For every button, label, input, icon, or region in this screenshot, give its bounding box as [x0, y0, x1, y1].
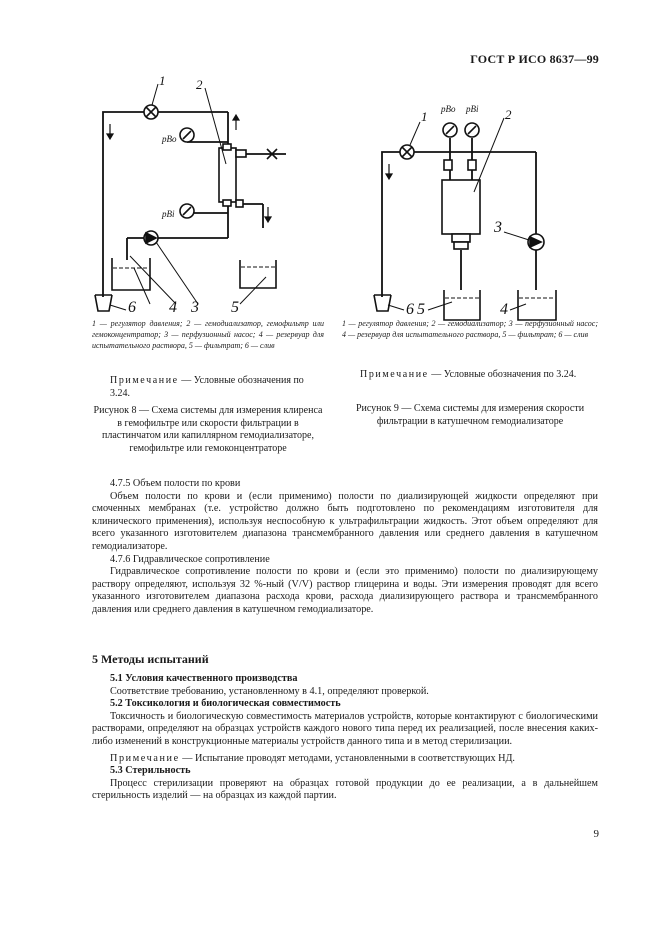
reservoir-icon	[112, 258, 150, 290]
pressure-regulator-icon	[400, 145, 414, 159]
filtrate-container-icon	[444, 290, 480, 320]
coil-dialyzer-icon	[442, 160, 480, 249]
pressure-gauge-icon	[180, 128, 194, 142]
subsection-4-7-5-title: 4.7.5 Объем полости по крови	[110, 478, 241, 489]
label-1: 1	[159, 73, 166, 88]
figure-8-note: Примечание — Условные обозначения по 3.24.	[110, 375, 304, 399]
figure-9-legend: 1 — регулятор давления; 2 — гемодиализатор; 3 — перфузионный насос; 4 — резервуар для испытательного раствора, 5 — фильтрат; 6 — слив	[342, 319, 598, 339]
subsection-4-7-6-title: 4.7.6 Гидравлическое сопротивление	[110, 553, 270, 565]
label-pbo: pBo	[162, 134, 177, 144]
label-4: 4	[500, 301, 508, 318]
section-5-heading: 5 Методы испытаний	[92, 652, 209, 666]
drain-icon	[95, 295, 112, 311]
figure-8-legend: 1 — регулятор давления; 2 — гемодиализатор, гемофильтр или гемоконцентратор; 3 — перфузионный насос; 4 — резервуар для испытательного раствора, 5 — фильтрат; 6 — слив	[92, 319, 324, 350]
figure-8-diagram	[90, 72, 330, 316]
pressure-regulator-icon	[144, 105, 158, 119]
label-pbi: pBi	[466, 104, 479, 114]
perfusion-pump-icon	[528, 234, 544, 250]
figure-8-caption: Рисунок 8 — Схема системы для измерения клиренса в гемофильтре или скорости фильтрации в пластинчатом или капиллярном гемодиализаторе, гемофильтре или гемоконцентраторе	[93, 405, 323, 454]
label-6: 6	[128, 299, 136, 316]
subsection-5-3-title: 5.3 Стерильность	[110, 765, 191, 777]
section-4-7-text	[92, 478, 598, 617]
label-2: 2	[196, 77, 203, 92]
subsection-5-2-note: Примечание — Испытание проводят методами, установленными в соответствующих НД.	[110, 752, 515, 764]
label-4: 4	[169, 299, 177, 316]
page-number: 9	[593, 828, 599, 840]
label-6: 6	[406, 301, 414, 318]
drain-icon	[374, 295, 391, 311]
subsection-5-1-text: Соответствие требованию, установленному в 4.1, определяют проверкой.	[110, 685, 429, 697]
subsection-5-1-title: 5.1 Условия качественного производства	[110, 673, 298, 684]
pressure-gauge-icon	[443, 123, 457, 137]
subsection-5-2-text: Токсичность и биологическую совместимость материалов устройств, которые контактируют с биологическими растворами, определяют на образцах устройств каждого нового типа перед их реализацией, после внесения каких-либо изменений в конструкционные материалы устройств данного типа и в метод стерилизации.	[92, 710, 598, 747]
figure-9-diagram	[370, 72, 600, 318]
pressure-gauge-icon	[465, 123, 479, 137]
subsection-4-7-5-text: Объем полости по крови и (если применимо) полости по диализирующей жидкости определяют при смоченных мембранах (т.е. устройство должно быть подготовлено по рекомендациям изготовителя для клинического применения), используя неспособную к ультрафильтрации жидкость. Этот объем определяют для всего указанного изготовителем диапазона трансмембранного давления или среднего давления в катушечном гемодиализаторе.	[92, 490, 598, 552]
subsection-5-2-title: 5.2 Токсикология и биологическая совместимость	[110, 698, 341, 710]
label-5: 5	[231, 299, 239, 316]
figure-9-caption: Рисунок 9 — Схема системы для измерения скорости фильтрации в катушечном гемодиализаторе	[355, 403, 585, 427]
label-pbo: pBo	[441, 104, 456, 114]
filtrate-container-icon	[240, 260, 276, 288]
pressure-gauge-icon	[180, 204, 194, 218]
section-5-text	[92, 673, 598, 803]
perfusion-pump-icon	[144, 231, 158, 245]
subsection-5-3-text: Процесс стерилизации проверяют на образцах готовой продукции до ее реализации, а в дальнейшем стерильность изделий — на образцах из каждой партии.	[92, 777, 598, 802]
subsection-4-7-6-text: Гидравлическое сопротивление полости по крови и (если это применимо) полости по диализирующему раствору определяют, используя 32 %-ный (V/V) раствор глицерина и воды. Эти измерения проводят для всего указанного изготовителем диапазона расхода крови, расхода диализирующего раствора и трансмембранного давления или среднего давления в катушечном гемодиализаторе.	[92, 566, 598, 615]
label-pbi: pBi	[162, 209, 175, 219]
figure-9-note: Примечание — Условные обозначения по 3.24.	[360, 369, 577, 380]
label-3: 3	[494, 219, 502, 236]
label-3: 3	[191, 299, 199, 316]
label-1: 1	[421, 109, 428, 124]
label-2: 2	[505, 107, 512, 122]
document-header: ГОСТ Р ИСО 8637—99	[470, 52, 599, 66]
label-5: 5	[417, 301, 425, 318]
